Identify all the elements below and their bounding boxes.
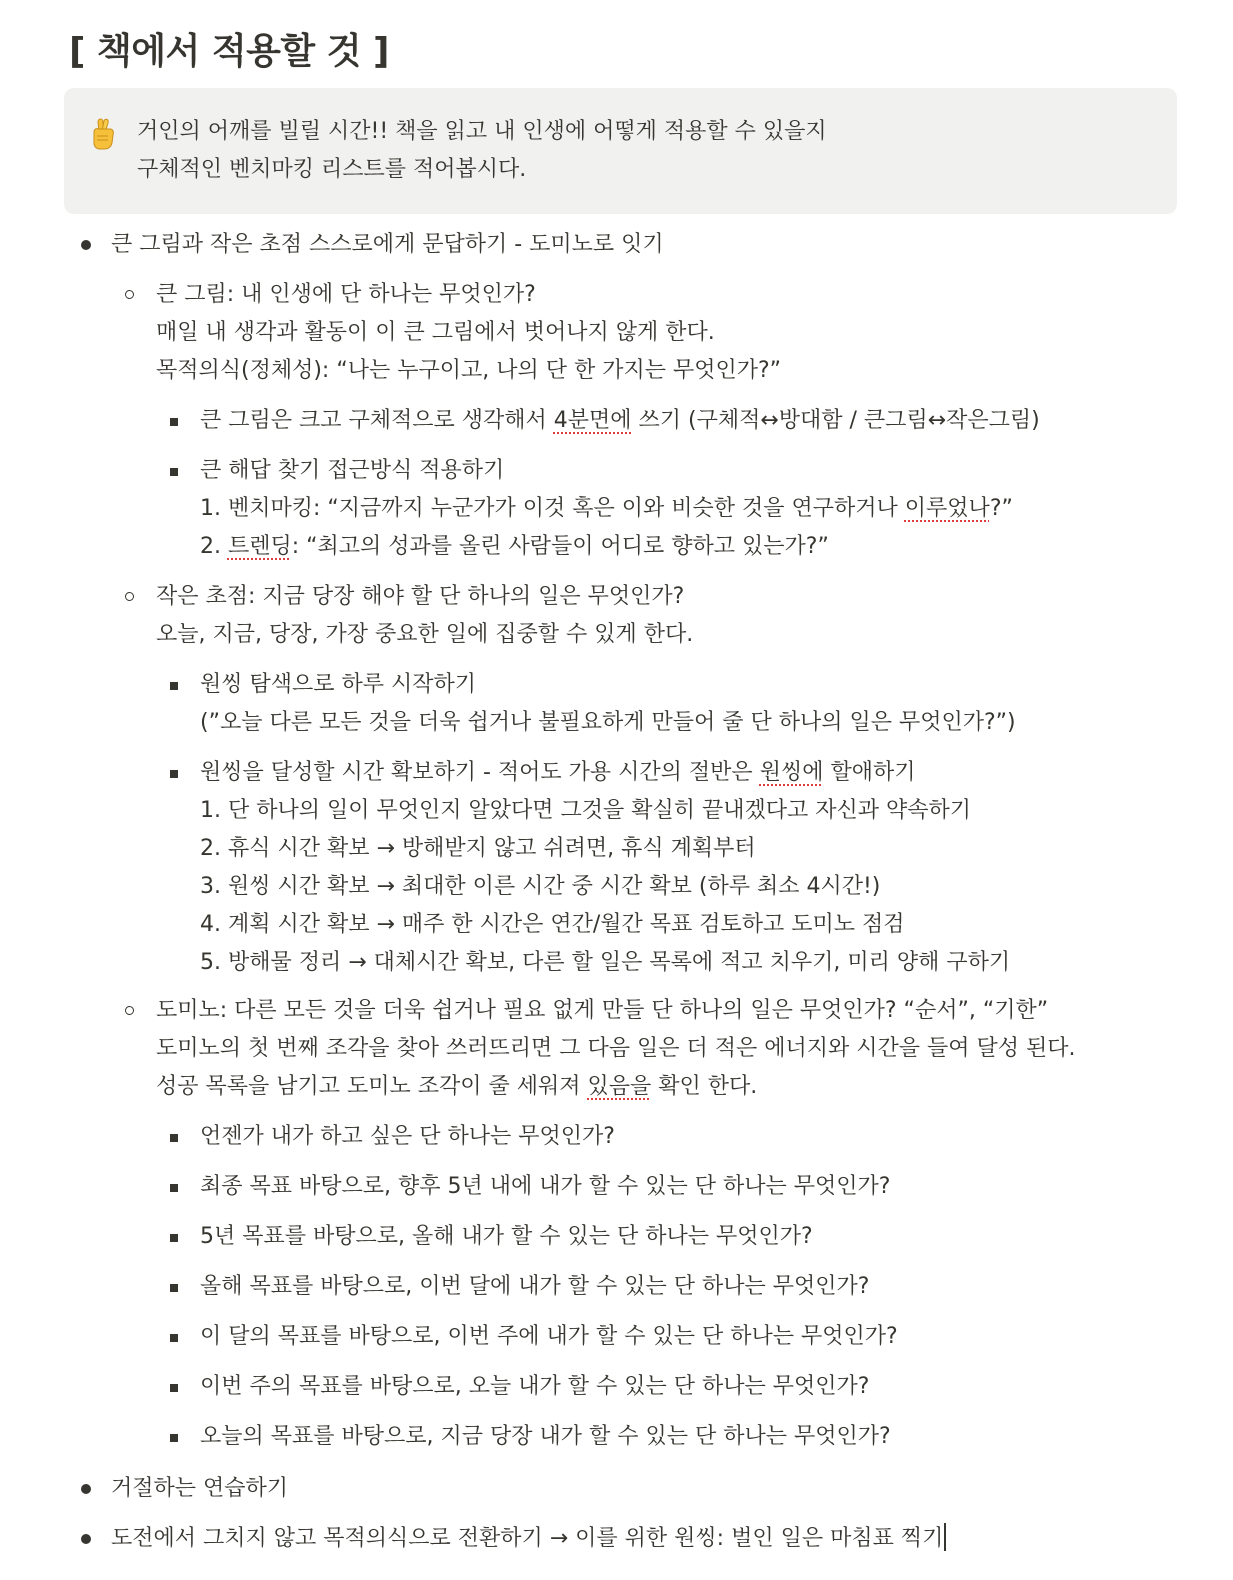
- bullet-square: [170, 468, 178, 476]
- list-item[interactable]: [200, 1318, 898, 1356]
- list-item-text: 도미노: 다른 모든 것을 더욱 쉽거나 필요 없게 만들 단 하나의 일은 무엇인가? “순서”, “기한”: [156, 998, 1049, 1023]
- list-item[interactable]: [200, 666, 1016, 742]
- list-item-text: 큰 해답 찾기 접근방식 적용하기: [200, 458, 505, 483]
- list-item-text: 목적의식(정체성): “나는 누구이고, 나의 단 한 가지는 무엇인가?”: [156, 358, 782, 383]
- list-item-text: 성공 목록을 남기고 도미노 조각이 줄 세워져 있음을 확인 한다.: [156, 1074, 758, 1099]
- list-item-text: 큰 그림과 작은 초점 스스로에게 문답하기 - 도미노로 잇기: [111, 232, 664, 257]
- list-item-text: 원씽을 달성할 시간 확보하기 - 적어도 가용 시간의 절반은 원씽에 할애하기: [200, 760, 916, 785]
- bullet-disc: [81, 240, 91, 250]
- spellcheck-flagged-word[interactable]: 4분면에: [553, 408, 632, 433]
- list-item-text: 올해 목표를 바탕으로, 이번 달에 내가 할 수 있는 단 하나는 무엇인가?: [200, 1274, 870, 1299]
- list-item[interactable]: [200, 402, 1040, 440]
- list-item[interactable]: [200, 1218, 813, 1256]
- list-item-text: 5년 목표를 바탕으로, 올해 내가 할 수 있는 단 하나는 무엇인가?: [200, 1224, 813, 1249]
- list-item-text: 작은 초점: 지금 당장 해야 할 단 하나의 일은 무엇인가?: [156, 584, 685, 609]
- bullet-square: [170, 770, 178, 778]
- bullet-square: [170, 1184, 178, 1192]
- list-item-text: 큰 그림은 크고 구체적으로 생각해서 4분면에 쓰기 (구체적↔방대함 / 큰그림↔작은그림): [200, 408, 1040, 433]
- list-item[interactable]: [156, 276, 781, 390]
- list-item[interactable]: [200, 754, 1010, 982]
- list-item[interactable]: [111, 226, 664, 264]
- page-heading[interactable]: [ 책에서 적용할 것 ]: [69, 31, 389, 72]
- bullet-circle: [125, 592, 134, 601]
- bullet-square: [170, 1334, 178, 1342]
- list-item[interactable]: [200, 1118, 615, 1156]
- list-item-text: 2. 휴식 시간 확보 → 방해받지 않고 쉬려면, 휴식 계획부터: [200, 836, 756, 861]
- list-item-text: 2. 트렌딩: “최고의 성과를 올린 사람들이 어디로 향하고 있는가?”: [200, 534, 829, 559]
- crossed-fingers-icon[interactable]: [88, 116, 118, 150]
- list-item[interactable]: [111, 1470, 288, 1508]
- bullet-square: [170, 1384, 178, 1392]
- list-item-text: 1. 단 하나의 일이 무엇인지 알았다면 그것을 확실히 끝내겠다고 자신과 약속하기: [200, 798, 971, 823]
- bullet-disc: [81, 1484, 91, 1494]
- spellcheck-flagged-word[interactable]: 원씽에: [759, 760, 824, 785]
- list-item[interactable]: [200, 1418, 891, 1456]
- list-item-text: 4. 계획 시간 확보 → 매주 한 시간은 연간/월간 목표 검토하고 도미노 점검: [200, 912, 905, 937]
- callout-text[interactable]: [137, 113, 827, 189]
- list-item-text: (”오늘 다른 모든 것을 더욱 쉽거나 불필요하게 만들어 줄 단 하나의 일은 무엇인가?”): [200, 710, 1016, 735]
- callout-line: 구체적인 벤치마킹 리스트를 적어봅시다.: [137, 157, 527, 182]
- list-item[interactable]: [156, 992, 1075, 1106]
- list-item-text: 5. 방해물 정리 → 대체시간 확보, 다른 할 일은 목록에 적고 치우기, 미리 양해 구하기: [200, 950, 1011, 975]
- bullet-circle: [125, 1006, 134, 1015]
- bullet-square: [170, 682, 178, 690]
- list-item[interactable]: [200, 1368, 869, 1406]
- list-item-text: 최종 목표 바탕으로, 향후 5년 내에 내가 할 수 있는 단 하나는 무엇인가?: [200, 1174, 891, 1199]
- list-item-text: 이번 주의 목표를 바탕으로, 오늘 내가 할 수 있는 단 하나는 무엇인가?: [200, 1374, 870, 1399]
- list-item-text: 거절하는 연습하기: [111, 1476, 289, 1501]
- bullet-square: [170, 418, 178, 426]
- bullet-circle: [125, 290, 134, 299]
- bullet-square: [170, 1234, 178, 1242]
- list-item[interactable]: [200, 1268, 869, 1306]
- bullet-disc: [81, 1534, 91, 1544]
- list-item-text: 도전에서 그치지 않고 목적의식으로 전환하기 → 이를 위한 원씽: 벌인 일은 마침표 찍기: [111, 1520, 946, 1558]
- list-item-text: 도미노의 첫 번째 조각을 찾아 쓰러뜨리면 그 다음 일은 더 적은 에너지와 시간을 들여 달성 된다.: [156, 1036, 1076, 1061]
- list-item-text: 이 달의 목표를 바탕으로, 이번 주에 내가 할 수 있는 단 하나는 무엇인가?: [200, 1324, 898, 1349]
- bullet-square: [170, 1284, 178, 1292]
- callout-line: 거인의 어깨를 빌릴 시간!! 책을 읽고 내 인생에 어떻게 적용할 수 있을지: [137, 119, 827, 144]
- list-item-text: 큰 그림: 내 인생에 단 하나는 무엇인가?: [156, 282, 536, 307]
- list-item-text: 언젠가 내가 하고 싶은 단 하나는 무엇인가?: [200, 1124, 615, 1149]
- list-item[interactable]: [111, 1520, 946, 1558]
- list-item[interactable]: [200, 452, 1013, 566]
- spellcheck-flagged-word[interactable]: 이루었나: [904, 496, 990, 521]
- spellcheck-flagged-word[interactable]: 있음을: [587, 1074, 652, 1099]
- bullet-square: [170, 1434, 178, 1442]
- list-item-text: 3. 원씽 시간 확보 → 최대한 이른 시간 중 시간 확보 (하루 최소 4시간!): [200, 874, 881, 899]
- spellcheck-flagged-word[interactable]: 트렌딩: [227, 534, 292, 559]
- list-item-text: 원씽 탐색으로 하루 시작하기: [200, 672, 477, 697]
- list-item-text: 1. 벤치마킹: “지금까지 누군가가 이것 혹은 이와 비슷한 것을 연구하거나 이루었나?”: [200, 496, 1013, 521]
- callout-block[interactable]: [64, 88, 1177, 214]
- text-cursor: [944, 1523, 946, 1551]
- list-item-text: 오늘, 지금, 당장, 가장 중요한 일에 집중할 수 있게 한다.: [156, 622, 694, 647]
- list-item-text: 오늘의 목표를 바탕으로, 지금 당장 내가 할 수 있는 단 하나는 무엇인가?: [200, 1424, 891, 1449]
- list-item[interactable]: [156, 578, 693, 654]
- list-item[interactable]: [200, 1168, 890, 1206]
- bullet-square: [170, 1134, 178, 1142]
- list-item-text: 매일 내 생각과 활동이 이 큰 그림에서 벗어나지 않게 한다.: [156, 320, 715, 345]
